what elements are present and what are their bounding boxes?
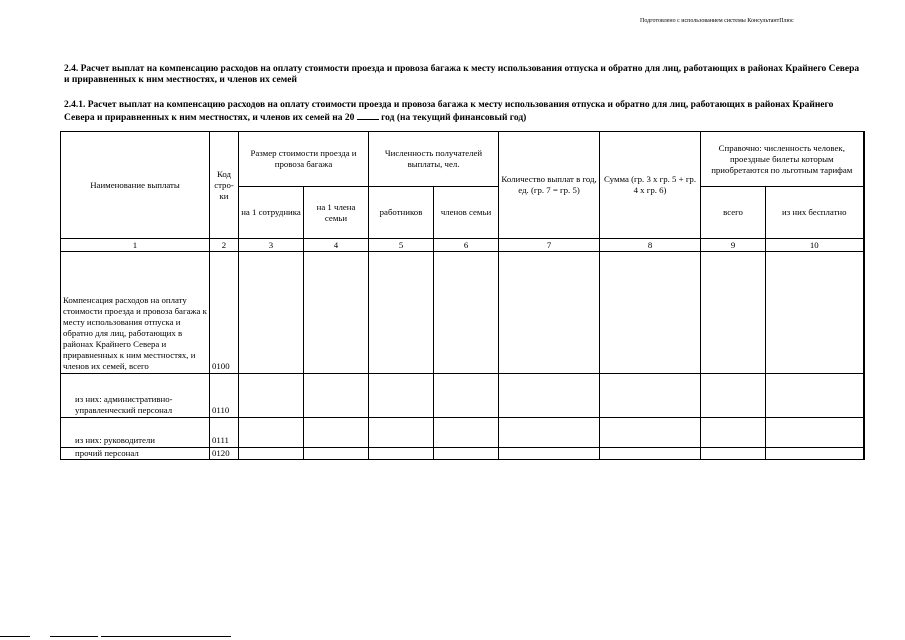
row-code: 0120 bbox=[210, 448, 239, 460]
value-cell[interactable] bbox=[304, 448, 369, 460]
payments-table bbox=[60, 131, 865, 460]
column-number: 10 bbox=[766, 239, 864, 252]
row-name: из них: административно-управленческий персонал bbox=[61, 374, 210, 418]
row-name: прочий персонал bbox=[61, 448, 210, 460]
consultant-plus-note: Подготовлено с использованием системы КонсультантПлюс bbox=[640, 18, 794, 24]
header-code: Код стро-ки bbox=[210, 132, 239, 239]
value-cell[interactable] bbox=[239, 448, 304, 460]
header-recipients-family: членов семьи bbox=[434, 187, 499, 239]
value-cell[interactable] bbox=[434, 418, 499, 448]
header-cost-per-family-member: на 1 члена семьи bbox=[304, 187, 369, 239]
column-number: 6 bbox=[434, 239, 499, 252]
column-number: 9 bbox=[701, 239, 766, 252]
section-2-4-title: 2.4. Расчет выплат на компенсацию расходов на оплату стоимости проезда и провоза багажа к месту использования отпуска и обратно для лиц, работающих в районах Крайнего Севера и приравненных к ним местностях, и членов их семей bbox=[64, 64, 860, 85]
header-reference-free: из них бесплатно bbox=[766, 187, 864, 239]
value-cell[interactable] bbox=[434, 448, 499, 460]
value-cell[interactable] bbox=[766, 418, 864, 448]
header-reference-group: Справочно: численность человек, проездные билеты которым приобретаются по льготным тарифам bbox=[701, 132, 864, 187]
value-cell[interactable] bbox=[369, 448, 434, 460]
header-recipients-group: Численность получателей выплаты, чел. bbox=[369, 132, 499, 187]
value-cell[interactable] bbox=[369, 374, 434, 418]
value-cell[interactable] bbox=[701, 418, 766, 448]
section-2-4-1-title bbox=[64, 100, 864, 124]
page-edge-line bbox=[0, 636, 30, 637]
header-sum: Сумма (гр. 3 х гр. 5 + гр. 4 х гр. 6) bbox=[600, 132, 701, 239]
header-cost-group: Размер стоимости проезда и провоза багажа bbox=[239, 132, 369, 187]
value-cell[interactable] bbox=[499, 252, 600, 374]
value-cell[interactable] bbox=[499, 418, 600, 448]
value-cell[interactable] bbox=[369, 418, 434, 448]
value-cell[interactable] bbox=[304, 374, 369, 418]
page-edge-line bbox=[101, 636, 231, 637]
row-code: 0110 bbox=[210, 374, 239, 418]
value-cell[interactable] bbox=[600, 418, 701, 448]
section-2-4-1-text-tail: год (на текущий финансовый год) bbox=[381, 113, 527, 123]
table-row bbox=[61, 448, 864, 460]
value-cell[interactable] bbox=[600, 252, 701, 374]
column-number: 3 bbox=[239, 239, 304, 252]
section-2-4-1-text: 2.4.1. Расчет выплат на компенсацию расходов на оплату стоимости проезда и провоза багажа к месту использования отпуска и обратно для лиц, работающих в районах Крайнего Севера и приравненных к ним местностях, и членов их семей на 20 bbox=[64, 100, 834, 123]
row-code: 0100 bbox=[210, 252, 239, 374]
header-payments-count: Количество выплат в год, ед. (гр. 7 = гр. 5) bbox=[499, 132, 600, 239]
value-cell[interactable] bbox=[701, 448, 766, 460]
table-row bbox=[61, 374, 864, 418]
year-blank bbox=[357, 111, 379, 120]
value-cell[interactable] bbox=[304, 418, 369, 448]
column-number: 7 bbox=[499, 239, 600, 252]
value-cell[interactable] bbox=[766, 252, 864, 374]
column-number: 1 bbox=[61, 239, 210, 252]
column-number: 2 bbox=[210, 239, 239, 252]
column-number: 4 bbox=[304, 239, 369, 252]
row-name: Компенсация расходов на оплату стоимости проезда и провоза багажа к месту использования отпуска и обратно для лиц, работающих в районах Крайнего Севера и приравненных к ним местностях, и членов их семей, всего bbox=[61, 252, 210, 374]
value-cell[interactable] bbox=[600, 374, 701, 418]
value-cell[interactable] bbox=[766, 374, 864, 418]
header-reference-total: всего bbox=[701, 187, 766, 239]
value-cell[interactable] bbox=[499, 374, 600, 418]
value-cell[interactable] bbox=[239, 418, 304, 448]
value-cell[interactable] bbox=[766, 448, 864, 460]
page-edge-line bbox=[50, 636, 98, 637]
value-cell[interactable] bbox=[434, 374, 499, 418]
value-cell[interactable] bbox=[239, 374, 304, 418]
value-cell[interactable] bbox=[369, 252, 434, 374]
header-cost-per-employee: на 1 сотрудника bbox=[239, 187, 304, 239]
column-numbers-row bbox=[61, 239, 864, 252]
row-name: из них: руководители bbox=[61, 418, 210, 448]
header-name: Наименование выплаты bbox=[61, 132, 210, 239]
value-cell[interactable] bbox=[499, 448, 600, 460]
column-number: 8 bbox=[600, 239, 701, 252]
column-number: 5 bbox=[369, 239, 434, 252]
value-cell[interactable] bbox=[239, 252, 304, 374]
table-row bbox=[61, 252, 864, 374]
value-cell[interactable] bbox=[701, 252, 766, 374]
value-cell[interactable] bbox=[434, 252, 499, 374]
row-code: 0111 bbox=[210, 418, 239, 448]
value-cell[interactable] bbox=[304, 252, 369, 374]
header-recipients-employees: работников bbox=[369, 187, 434, 239]
value-cell[interactable] bbox=[600, 448, 701, 460]
value-cell[interactable] bbox=[701, 374, 766, 418]
table-row bbox=[61, 418, 864, 448]
